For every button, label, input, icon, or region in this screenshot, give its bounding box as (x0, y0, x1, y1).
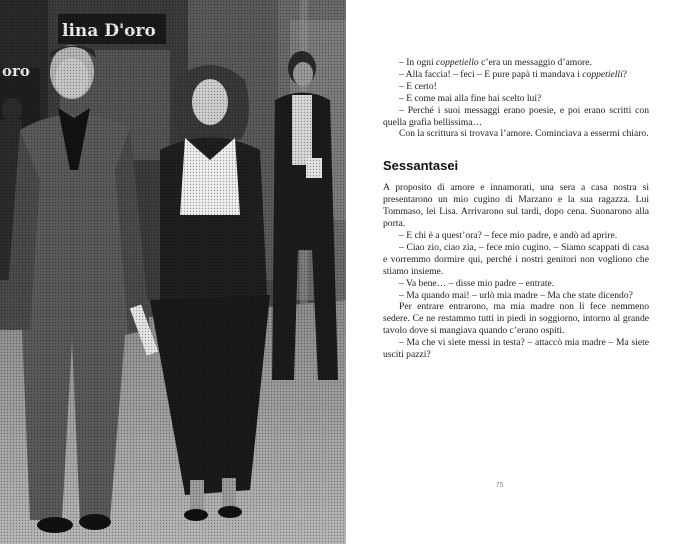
paragraph: – Va bene… – disse mio padre – entrate. (399, 277, 555, 289)
paragraph: – Ma che vi siete messi in testa? – attaccò mia madre – Ma siete usciti pazzi? (383, 337, 649, 361)
page-number: 75 (495, 480, 504, 489)
paragraph: – Perché i suoi messaggi erano poesie, e poi erano scritti con quella grafia bellissima… (383, 104, 649, 128)
paragraph: – In ogni coppetiello c’era un messaggio d’amore. (399, 57, 592, 68)
paragraph: – E chi è a quest’ora? – fece mio padre, e andò ad aprire. (399, 229, 618, 241)
paragraph: Con la scrittura si trovava l’amore. Cominciava a essermi chiaro. (399, 128, 649, 140)
paragraph: Per entrare entrarono, ma mia madre non li fece nemmeno sedere. Ce ne restammo tutti in piedi in soggiorno, intorno al grande tavolo dove si mangiava quando c’erano ospiti. (383, 301, 649, 337)
paragraph: – Alla faccia! – feci – E pure papà ti mandava i coppetielli? (399, 68, 628, 80)
chapter-heading: Sessantasei (383, 158, 459, 174)
page-body (383, 57, 649, 361)
paragraph: – E come mai alla fine hai scelto lui? (399, 92, 542, 104)
paragraph: A proposito di amore e innamorati, una sera a casa nostra si presentarono un mio cugino di Marzano e la sua ragazza. Lui Tommaso, lei Lisa. Arrivarono sul tardi, dopo cena. Suonarono alla porta. (383, 182, 649, 230)
paragraph: – Ciao zio, ciao zia, – fece mio cugino. – Siamo scappati di casa e vorremmo dormire qui, perché i nostri genitori non vogliono che stiamo insieme. (383, 241, 649, 277)
paragraph: – E certo! (399, 80, 437, 92)
text-page (346, 0, 691, 544)
paragraph: – Ma quando mai! – urlò mia madre – Ma che state dicendo? (399, 289, 633, 301)
